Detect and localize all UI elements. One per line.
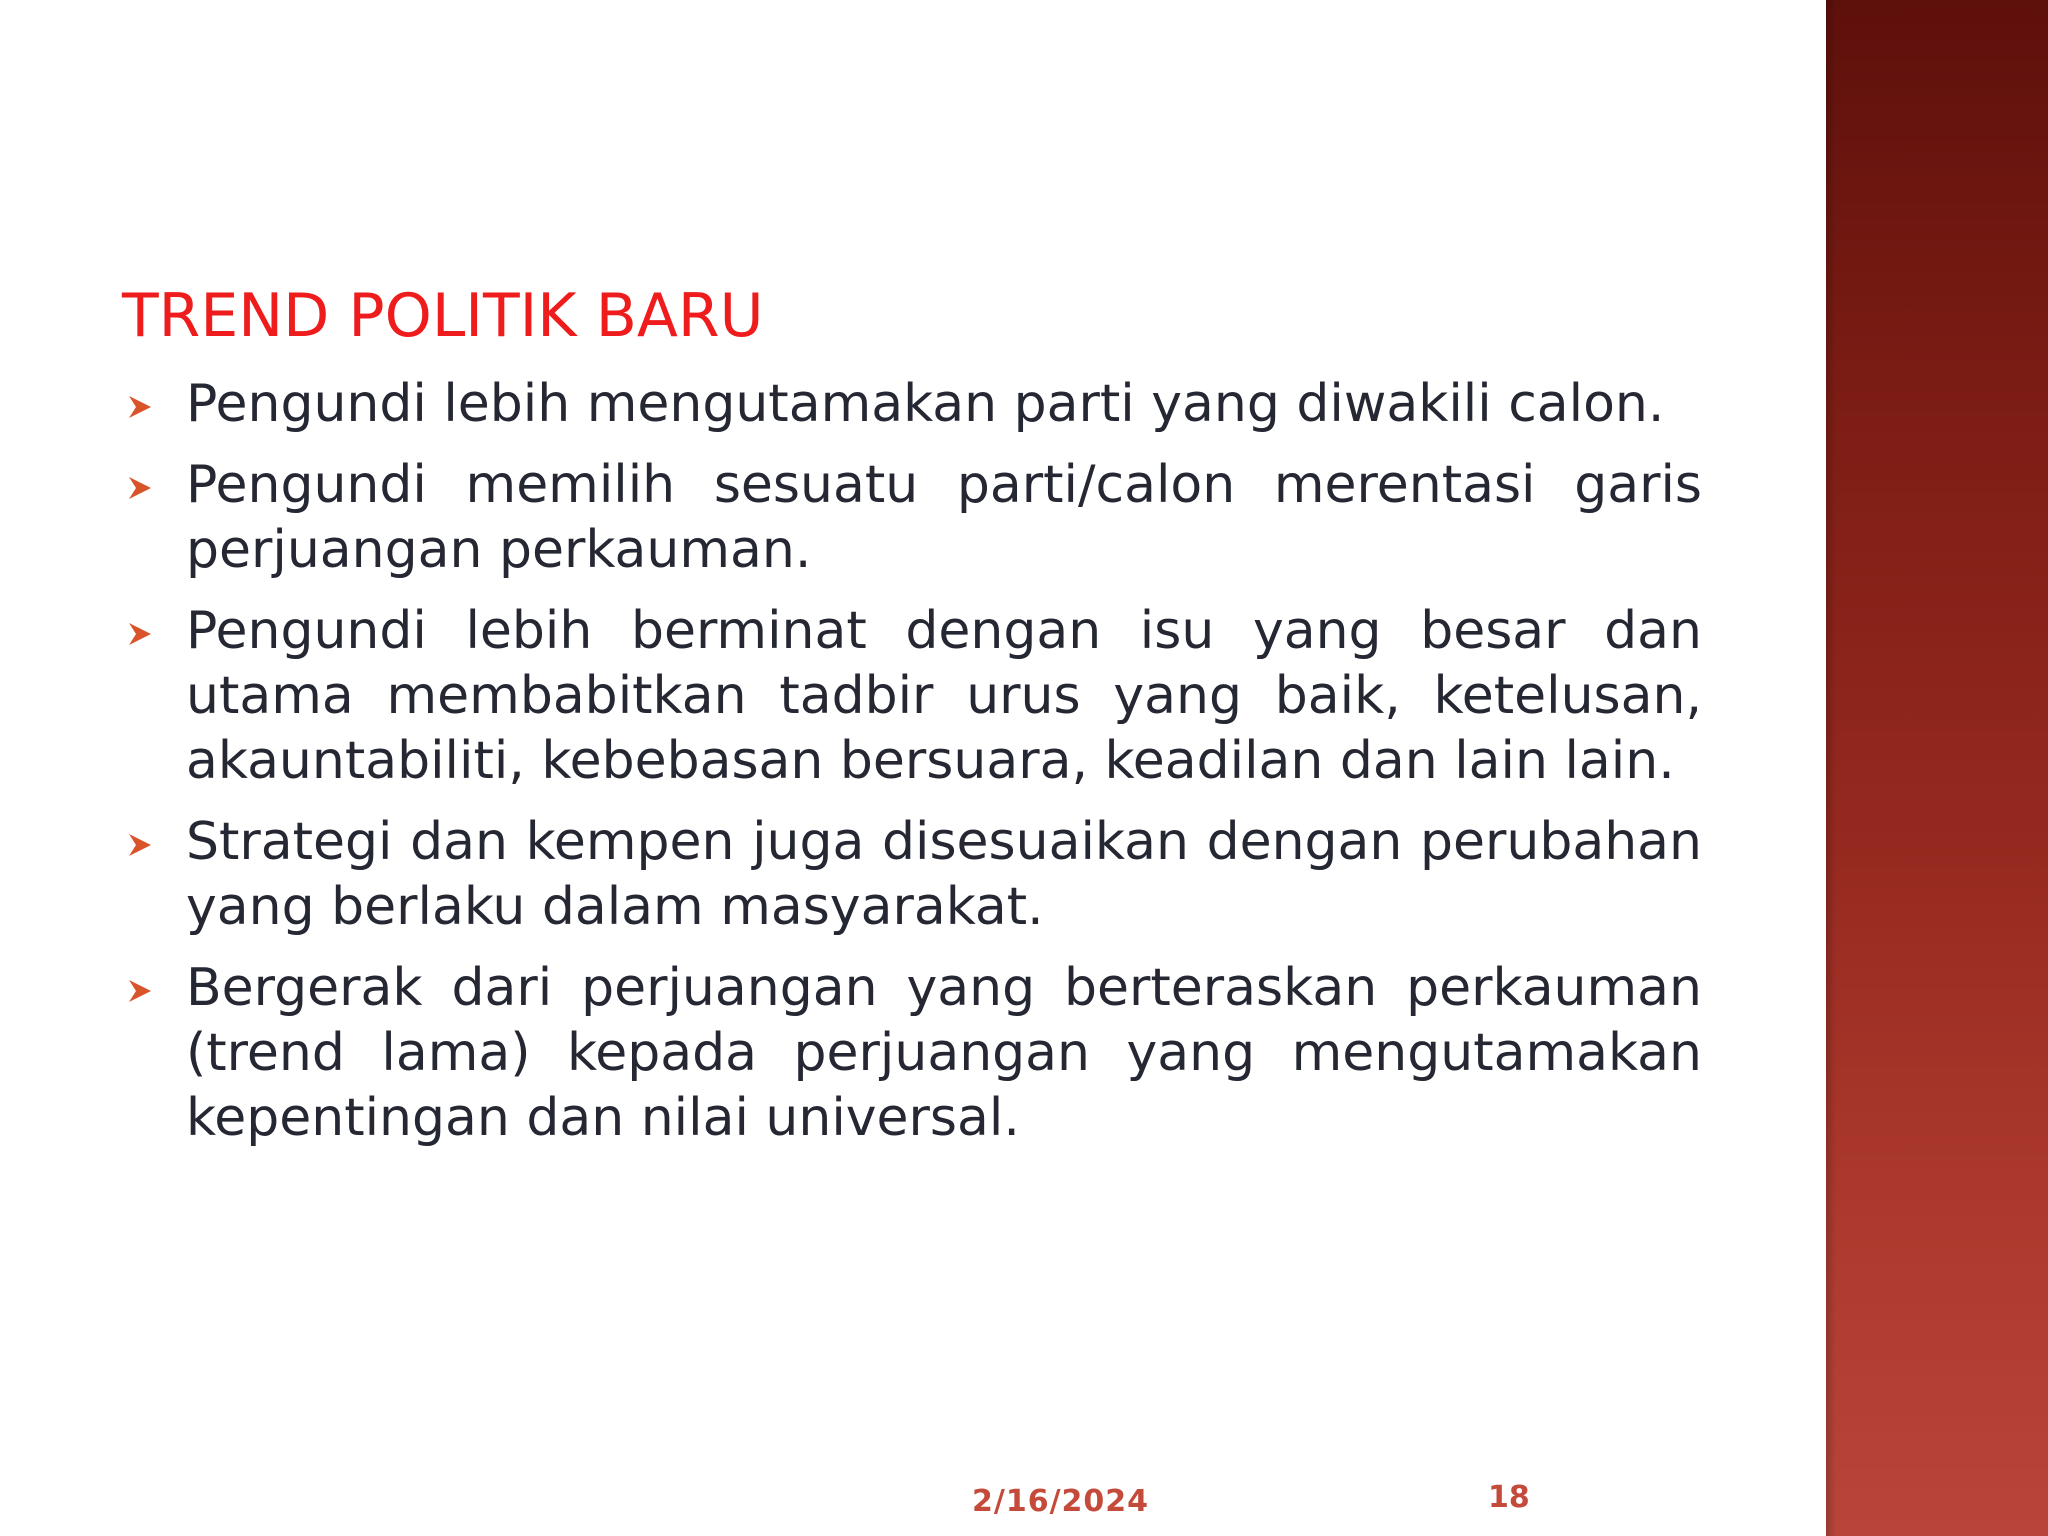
footer-date: 2/16/2024 (972, 1484, 1150, 1519)
decorative-side-panel (1826, 0, 2048, 1536)
bullet-text: Bergerak dari perjuangan yang berteraskan perkauman (trend lama) kepada perjuangan yang mengutamakan kepentingan dan nilai universal. (186, 958, 1702, 1148)
arrowhead-bullet-icon (126, 621, 154, 647)
list-item (122, 372, 1702, 437)
bullet-text: Pengundi memilih sesuatu parti/calon merentasi garis perjuangan perkauman. (186, 455, 1702, 580)
bullet-text: Pengundi lebih berminat dengan isu yang besar dan utama membabitkan tadbir urus yang baik, ketelusan, akauntabiliti, kebebasan bersuara, keadilan dan lain lain. (186, 601, 1702, 791)
arrowhead-bullet-icon (126, 832, 154, 858)
bullet-text: Pengundi lebih mengutamakan parti yang diwakili calon. (186, 374, 1665, 434)
arrowhead-bullet-icon (126, 978, 154, 1004)
list-item (122, 956, 1702, 1151)
arrowhead-bullet-icon (126, 394, 154, 420)
bullet-list (122, 372, 1702, 1167)
arrowhead-bullet-icon (126, 475, 154, 501)
list-item (122, 810, 1702, 940)
page-number: 18 (1488, 1480, 1530, 1515)
list-item (122, 453, 1702, 583)
list-item (122, 599, 1702, 794)
slide-title: TREND POLITIK BARU (122, 281, 764, 351)
bullet-text: Strategi dan kempen juga disesuaikan dengan perubahan yang berlaku dalam masyarakat. (186, 812, 1702, 937)
